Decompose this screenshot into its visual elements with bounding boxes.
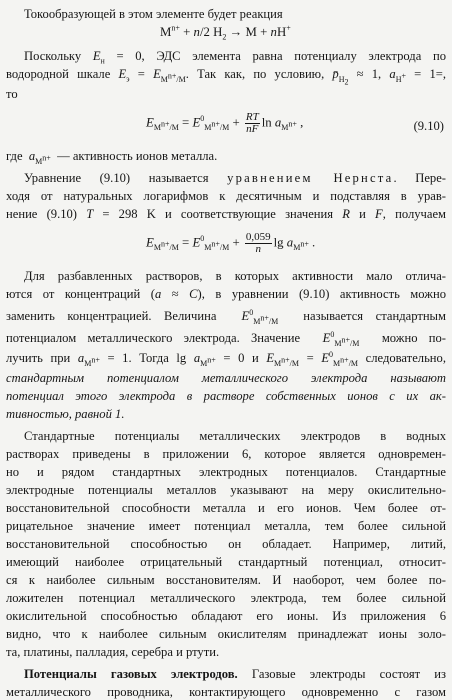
text-line: потенциалом металлического электрода. Значение $E^0_{M^{n+}/M}$ можно по- [6, 329, 447, 348]
text-line: Потенциалы газовых электродов. Газовые электроды состоят из [24, 667, 446, 681]
text-line: стандартным потенциалом металлического электрода называют [6, 371, 446, 385]
text-line: растворах приведены в приложении 6, которое является одновремен- [6, 447, 446, 461]
text-line: тивностью, равной 1. [6, 407, 125, 421]
text-line: та, платины, палладия, серебра и ртути. [6, 645, 220, 659]
text-line: лучить при $a_{M^{n+}} = 1$. Тогда $\lg a_{M^{n+}} = 0$ и $E_{M^{n+}/M} = E^0_{M^{n+}/M}$ следовательно, [6, 349, 446, 368]
text-line: ложителен потенциал металлического электрода, тем более сильной [6, 591, 446, 605]
section-heading: Потенциалы газовых электродов. [24, 667, 238, 681]
text-line: потенциал этого электрода в растворе собственных ионов с их ак- [6, 389, 446, 403]
equation-lg: $E_{M^{n+}/M} = E^0_{M^{n+}/M}$ + $\frac{0,059}{n}$ $\lg a_{M^{n+}}$ . [146, 231, 316, 255]
text-line: электродные потенциалы металлов указывают на меру окислительно- [6, 483, 446, 497]
text-line: но и рядом стандартных электродных потенциалов. Стандартные [6, 465, 446, 479]
text-line: ся к наиболее сильным восстановителям. И наоборот, чем более по- [6, 573, 446, 587]
text-line: заменить концентрацией. Величина $E^0_{M^{n+}/M}$ называется стандартным [6, 307, 446, 326]
text-line: окислительной способностью обладают его ионы. Из приложения 6 [6, 609, 446, 623]
text-line: Поскольку $E_н = 0$, ЭДС элемента равна потенциалу электрода по [24, 49, 446, 66]
text-line: Токообразующей в этом элементе будет реакция [24, 7, 283, 21]
text-line: то [6, 87, 18, 101]
text-line: Для разбавленных растворов, в которых активности мало отлича- [24, 269, 446, 283]
equation-9-10: $E_{M^{n+}/M} = E^0_{M^{n+}/M}$ + $\frac{RT}{nF}$ $\ln a_{M^{n+}}$ , [146, 111, 304, 135]
text-line: ются от концентраций (a ≈ C), в уравнении (9.10) активность можно [6, 287, 447, 301]
equation-number: (9.10) [413, 119, 444, 133]
text-line: Стандартные потенциалы металлических электродов в водных [24, 429, 446, 443]
reaction-formula: $M^{n+} + n/2$ $H_2 \to M + nH^+$ [160, 23, 291, 42]
text-line: имеющий наиболее отрицательный стандартный потенциал, относит- [6, 555, 446, 569]
text-line: рицательное значение имеет потенциал металла, тем более сильной [6, 519, 446, 533]
text-line: восстановительной способностью он обладает. Например, литий, [6, 537, 446, 551]
text-line: Уравнение (9.10) называется уравнением Нернста. Пере- [24, 171, 446, 185]
text-line: ходя от натуральных логарифмов к десятичным и подставляя в урав- [6, 189, 446, 203]
text-line: металлического проводника, контактирующего одновременно с газом [6, 685, 446, 699]
text-line: водородной шкале $E_э = E_{M^{n+}/M}$. Так как, по условию, $p̄_{H_2} \approx 1$, $a_{H^+} = 1=$, [6, 67, 446, 87]
text-line: нение (9.10) T = 298 K и соответствующие значения R и F, получаем [6, 207, 447, 221]
text-line: восстановительной способности металла и его ионов. Чем более от- [6, 501, 446, 515]
text-line: где $a_{M^{n+}}$ — активность ионов металла. [6, 149, 218, 166]
text-line: видно, что к наиболее сильным окислителям принадлежат ионы золо- [6, 627, 446, 641]
